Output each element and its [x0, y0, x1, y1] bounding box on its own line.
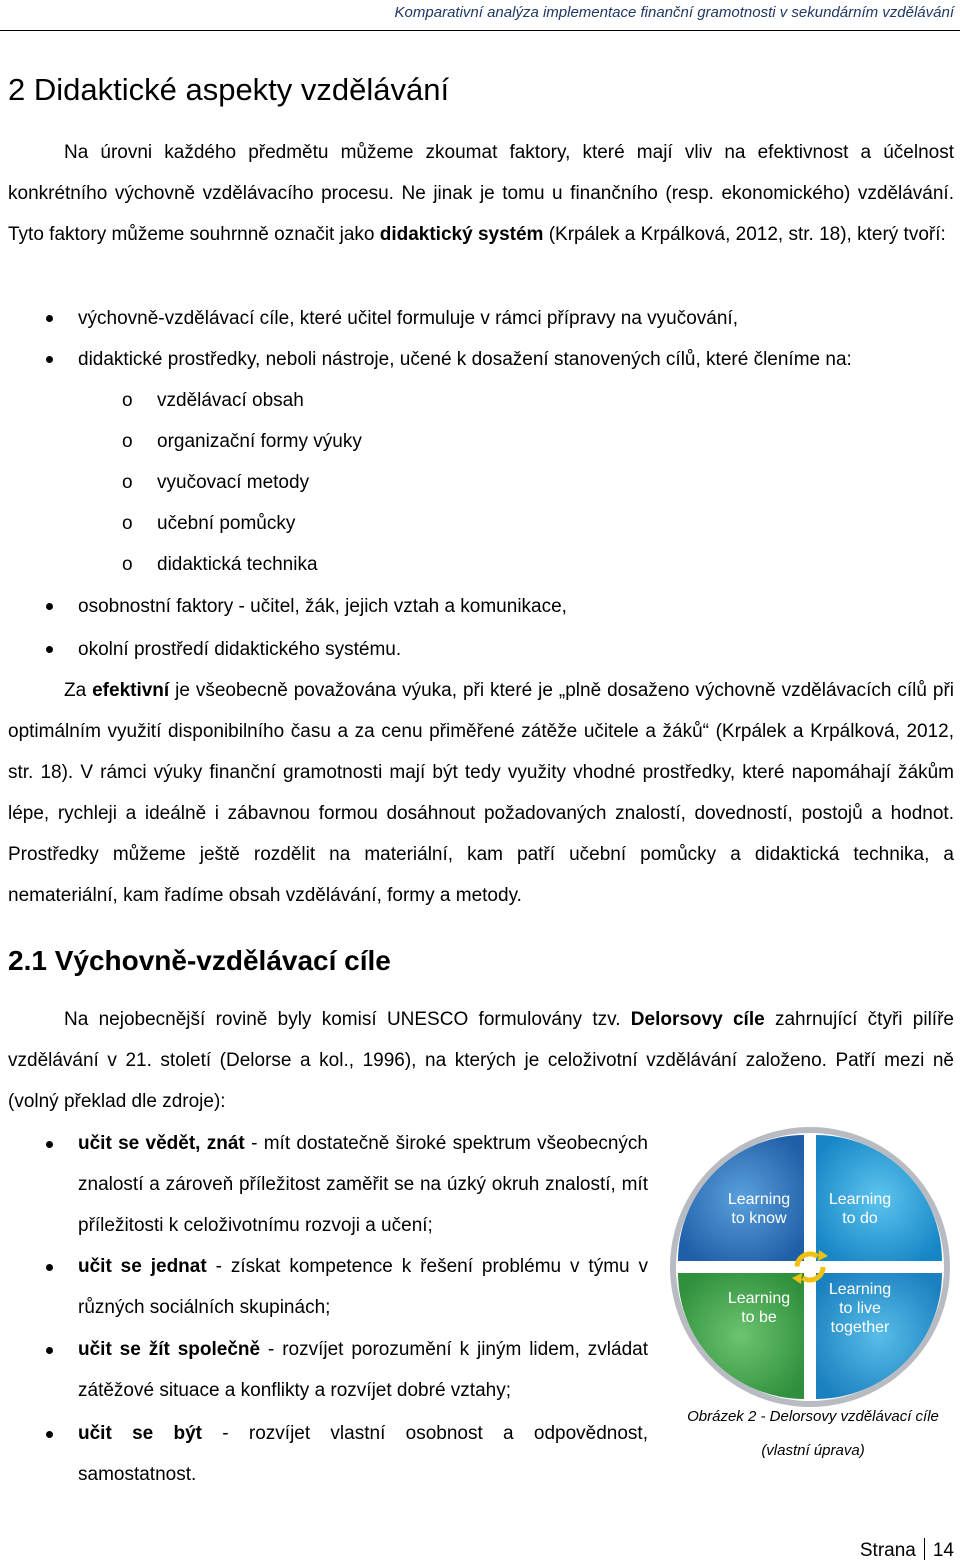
footer-label: Strana: [859, 1540, 916, 1561]
chapter-heading: 2 Didaktické aspekty vzdělávání: [8, 72, 450, 107]
quadrant-label: Learning: [828, 1191, 892, 1208]
quadrant-label: to live: [839, 1300, 881, 1317]
quadrant-label: Learning: [828, 1281, 892, 1298]
term-didakticky-system: didaktický systém: [379, 224, 544, 245]
page-number: 14: [932, 1540, 954, 1561]
quadrant-label: Learning: [727, 1290, 791, 1307]
pillar-item: učit se žít společně - rozvíjet porozumění k jiným lidem, zvládat zátěžové situace a konflikty a rozvíjet dobré vztahy;: [78, 1339, 648, 1401]
term-delorsovy-cile: Delorsovy cíle: [630, 1009, 765, 1030]
header-rule: [0, 30, 960, 31]
section-heading: 2.1 Výchovně-vzdělávací cíle: [8, 945, 391, 976]
effectiveness-paragraph: Za efektivní je všeobecně považována výuka, při které je „plně dosaženo výchovně vzdělávacích cílů při optimálním využití disponibilního času a za cenu přiměřené zátěže učitele a žáků“ (Krpálek a Krpálková, 2012, str. 18). V rámci výuky finanční gramotnosti mají být tedy využity vhodné prostředky, které napomáhají žákům lépe, rychleji a ideálně i zábavnou formou dosáhnout požadovaných znalostí, dovedností, postojů a hodnot. Prostředky můžeme ještě rozdělit na materiální, kam patří učební pomůcky a didaktická technika, a nemateriální, kam řadíme obsah vzdělávání, formy a metody.: [8, 680, 954, 906]
running-header: Komparativní analýza implementace finanční gramotnosti v sekundárním vzdělávání: [394, 4, 954, 21]
circle-bullet-icon: o: [122, 431, 133, 452]
pillar-item: učit se vědět, znát - mít dostatečně široké spektrum všeobecných znalostí a zároveň příležitost zaměřit se na úzký okruh znalostí, mít příležitosti k celoživotnímu rozvoji a učení;: [78, 1133, 649, 1236]
pillar-item: učit se být - rozvíjet vlastní osobnost a odpovědnost, samostatnost.: [78, 1423, 648, 1485]
delors-pillars-figure: [665, 1122, 955, 1412]
circle-bullet-icon: o: [122, 390, 133, 411]
footer-separator: [924, 1538, 925, 1560]
term-efektivni: efektivní: [92, 680, 170, 701]
quadrant-label: to be: [741, 1309, 777, 1326]
figure-caption-source: (vlastní úprava): [761, 1442, 865, 1459]
figure-caption: Obrázek 2 - Delorsovy vzdělávací cíle: [687, 1408, 939, 1425]
quadrant-label: to know: [731, 1210, 787, 1227]
circle-bullet-icon: o: [122, 554, 133, 575]
quadrant-label: Learning: [727, 1191, 791, 1208]
pillar-item: učit se jednat - získat kompetence k řešení problému v týmu v různých sociálních skupinách;: [78, 1256, 648, 1318]
intro-paragraph: Na úrovni každého předmětu můžeme zkoumat faktory, které mají vliv na efektivnost a účelnost konkrétního výchovně vzdělávacího procesu. Ne jinak je tomu u finančního (resp. ekonomického) vzdělávání. Tyto faktory můžeme souhrnně označit jako didaktický systém (Krpálek a Krpálková, 2012, str. 18), který tvoří:: [8, 142, 954, 245]
delors-paragraph: Na nejobecnější rovině byly komisí UNESCO formulovány tzv. Delorsovy cíle zahrnující čtyři pilíře vzdělávání v 21. století (Delorse a kol., 1996), na kterých je celoživotní vzdělávání založeno. Patří mezi ně (volný překlad dle zdroje):: [8, 1009, 954, 1112]
quadrant-label: together: [830, 1319, 890, 1336]
document-page: Komparativní analýza implementace finanční gramotnosti v sekundárním vzdělávání 2 Didaktické aspekty vzdělávání Na úrovni každého předmětu můžeme zkoumat faktory, které mají vliv na efektivnost a účelnost konkrétního výchovně vzdělávacího procesu. Ne jinak je tomu u finančního (resp. ekonomického) vzdělávání. Tyto faktory můžeme souhrnně označit jako didaktický systém (Krpálek a Krpálková, 2012, str. 18), který tvoří: výchovně-vzdělávací cíle, které učitel formuluje v rámci přípravy na vyučování, didaktické prostředky, neboli nástroje, učené k dosažení stanovených cílů, které členíme na: o vzdělávací obsah o organizační formy výuky o vyučovací metody o učební pomůcky o didaktická technika osobnostní faktory - učitel, žák, jejich vztah a komunikace, okolní prostředí didaktického systému. Za efektivní je všeobecně považována výuka, při které je „plně dosaženo výchovně vzdělávacích cílů při optimálním využití disponibilního času a za cenu přiměřené zátěže učitele a žáků“ (Krpálek a Krpálková, 2012, str. 18). V rámci výuky finanční gramotnosti mají být tedy využity vhodné prostředky, které napomáhají žákům lépe, rychleji a ideálně i zábavnou formou dosáhnout požadovaných znalostí, dovedností, postojů a hodnot. Prostředky můžeme ještě rozdělit na materiální, kam patří učební pomůcky a didaktická technika, a nemateriální, kam řadíme obsah vzdělávání, formy a metody. 2.1 Výchovně-vzdělávací cíle Na nejobecnější rovině byly komisí UNESCO formulovány tzv. Delorsovy cíle zahrnující čtyři pilíře vzdělávání v 21. století (Delorse a kol., 1996), na kterých je celoživotní vzdělávání založeno. Patří mezi ně (volný překlad dle zdroje): učit se vědět, znát - mít dostatečně široké spektrum všeobecných znalostí a zároveň příležitost zaměřit se na úzký okruh znalostí, mít příležitosti k celoživotnímu rozvoji a učení; učit se jednat - získat kompetence k řešení problému v týmu v různých sociálních skupinách; učit se žít společně - rozvíjet porozumění k jiným lidem, zvládat zátěžové situace a konflikty a rozvíjet dobré vztahy; učit se být - rozvíjet vlastní osobnost a odpovědnost, samostatnost. Learning to know Learning to do Learning to be Learning to live together Obrázek 2 - Delorsovy vzdělávací cíle (vlastní úprava) Strana 14: [0, 0, 960, 1565]
circle-bullet-icon: o: [122, 472, 133, 493]
quadrant-label: to do: [842, 1210, 878, 1227]
page-footer: [860, 1538, 954, 1562]
circle-bullet-icon: o: [122, 513, 133, 534]
